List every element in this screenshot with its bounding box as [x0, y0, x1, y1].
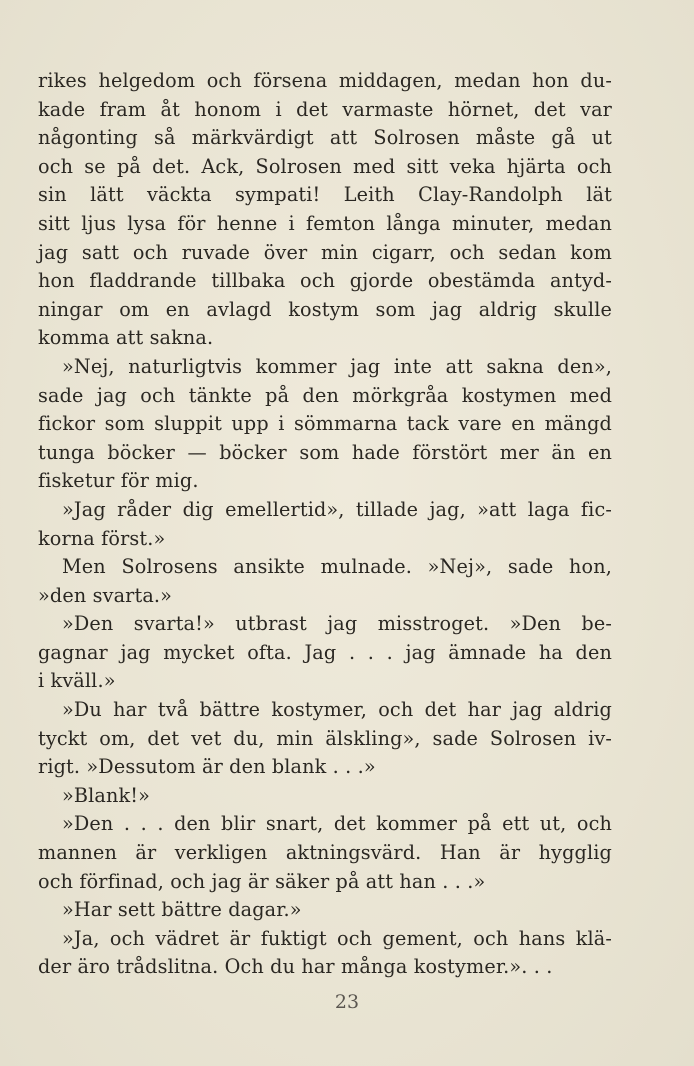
paragraph	[38, 696, 612, 782]
text-line: sin lätt väckta sympati! Leith Clay-Randolph lät	[38, 183, 612, 207]
text-line: komma att sakna.	[38, 326, 214, 350]
text-line: Men Solrosens ansikte mulnade. »Nej», sade hon,	[62, 555, 612, 579]
text-line: »Den svarta!» utbrast jag misstroget. »Den be-	[62, 612, 612, 636]
text-line: »Jag råder dig emellertid», tillade jag, »att laga fic-	[62, 497, 612, 521]
text-line: fickor som sluppit upp i sömmarna tack vare en mängd	[38, 412, 612, 436]
paragraph	[38, 610, 612, 696]
page-number: 23	[334, 991, 360, 1013]
text-line: mannen är verkligen aktningsvärd. Han är hygglig	[38, 841, 612, 865]
paragraph	[38, 782, 612, 811]
text-line: »Har sett bättre dagar.»	[62, 898, 302, 922]
text-line: fisketur för mig.	[38, 469, 199, 493]
text-line: »Den . . . den blir snart, det kommer på ett ut, och	[62, 812, 612, 836]
text-line: gagnar jag mycket ofta. Jag . . . jag ämnade ha den	[38, 640, 612, 664]
text-line: rikes helgedom och försena middagen, medan hon du-	[38, 69, 612, 92]
text-line: jag satt och ruvade över min cigarr, och sedan kom	[38, 240, 612, 264]
text-line: der äro trådslitna. Och du har många kostymer.». . .	[38, 955, 553, 979]
paragraph	[38, 896, 612, 925]
paragraph	[38, 925, 612, 982]
body-text	[38, 67, 612, 982]
text-line: »Nej, naturligtvis kommer jag inte att sakna den»,	[62, 354, 612, 378]
paragraph	[38, 553, 612, 610]
text-line: någonting så märkvärdigt att Solrosen måste gå ut	[38, 126, 612, 150]
text-line: och se på det. Ack, Solrosen med sitt veka hjärta och	[38, 154, 612, 178]
text-line: korna först.»	[38, 526, 166, 550]
text-line: sade jag och tänkte på den mörkgråa kostymen med	[38, 383, 612, 407]
text-line: i kväll.»	[38, 669, 116, 693]
text-line: hon fladdrande tillbaka och gjorde obestämda antyd-	[38, 269, 612, 293]
text-line: kade fram åt honom i det varmaste hörnet, det var	[38, 97, 612, 121]
text-line: sitt ljus lysa för henne i femton långa minuter, medan	[38, 211, 612, 235]
text-line: tunga böcker — böcker som hade förstört mer än en	[38, 440, 612, 464]
text-line: rigt. »Dessutom är den blank . . .»	[38, 755, 376, 779]
text-line: »Blank!»	[62, 783, 151, 807]
paragraph	[38, 67, 612, 353]
paragraph	[38, 353, 612, 496]
text-line: »Du har två bättre kostymer, och det har jag aldrig	[62, 698, 612, 722]
text-line: och förfinad, och jag är säker på att han . . .»	[38, 869, 486, 893]
paragraph	[38, 810, 612, 896]
text-line: »den svarta.»	[38, 583, 173, 607]
text-line: ningar om en avlagd kostym som jag aldrig skulle	[38, 297, 612, 321]
text-line: tyckt om, det vet du, min älskling», sade Solrosen iv-	[38, 726, 612, 750]
text-line: »Ja, och vädret är fuktigt och gement, och hans klä-	[62, 926, 612, 950]
paragraph	[38, 496, 612, 553]
